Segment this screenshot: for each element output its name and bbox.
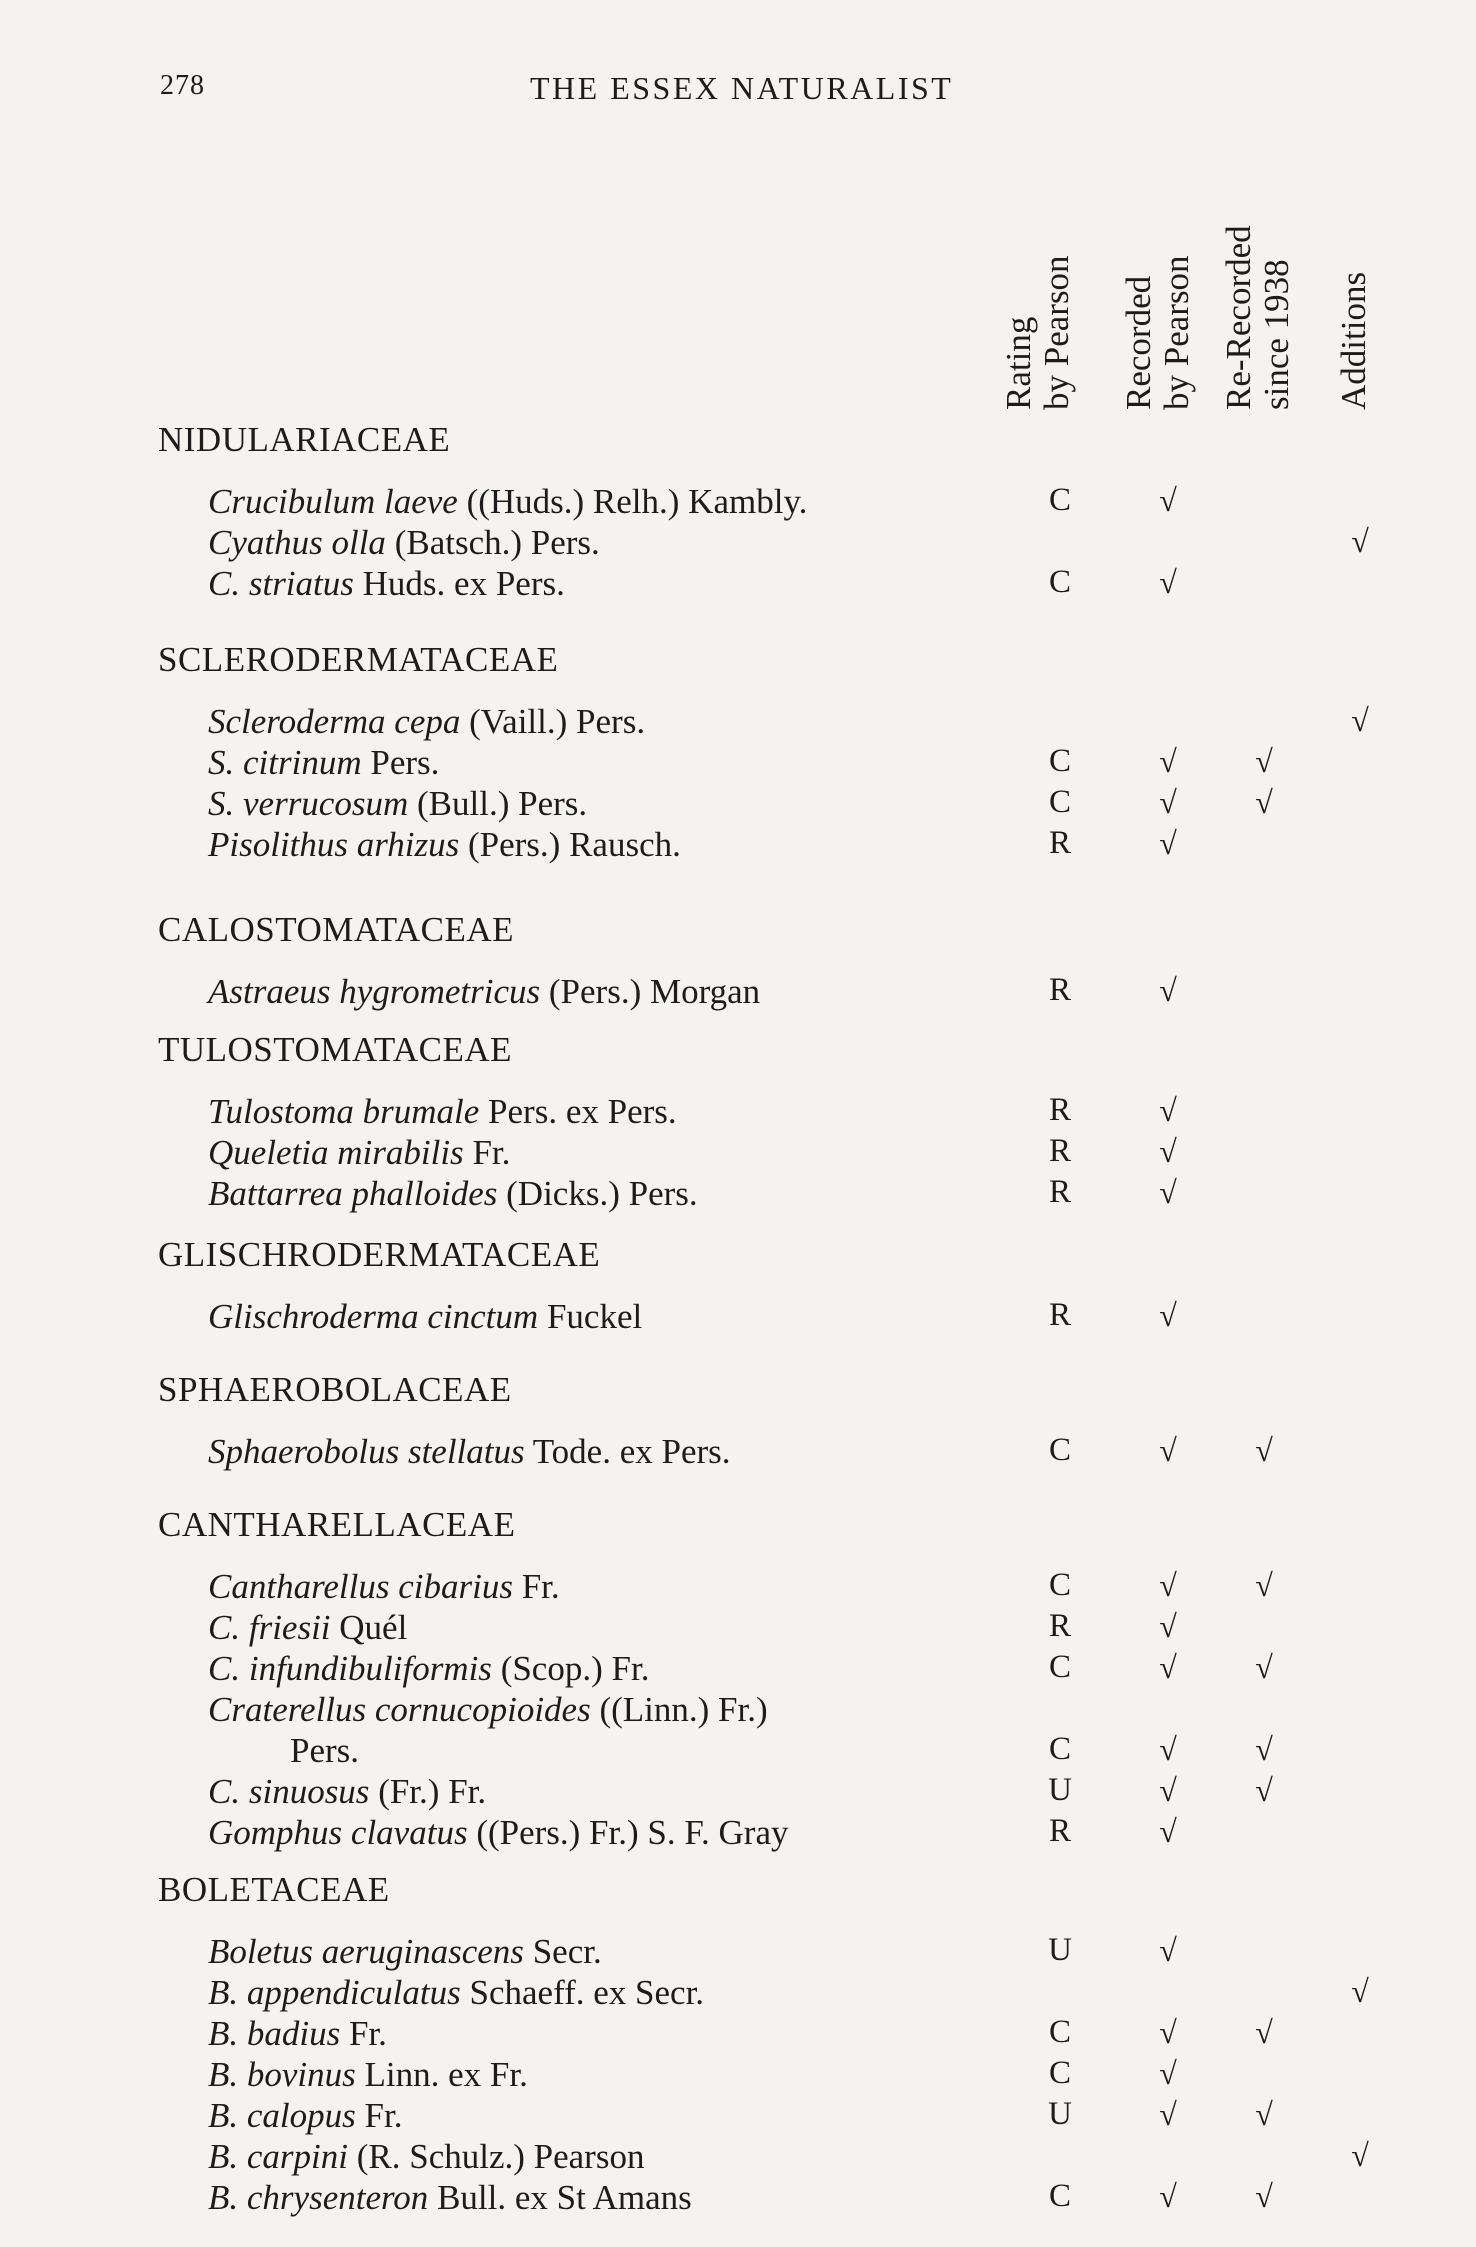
mark-rerecorded: √	[1255, 1649, 1273, 1685]
species-row	[208, 1649, 649, 1689]
mark-recorded: √	[1159, 1133, 1177, 1169]
mark-recorded: √	[1159, 1731, 1177, 1767]
species-row	[290, 1731, 359, 1771]
mark-recorded: √	[1159, 1608, 1177, 1644]
mark-recorded: √	[1159, 1813, 1177, 1849]
mark-recorded: √	[1159, 1772, 1177, 1808]
species-authority: Schaeff. ex Secr.	[469, 1973, 705, 2012]
species-name: Gomphus clavatus	[208, 1813, 468, 1852]
family-heading: SPHAEROBOLACEAE	[158, 1370, 512, 1409]
mark-rerecorded: √	[1255, 2178, 1273, 2214]
species-authority: (Bull.) Pers.	[417, 784, 588, 823]
column-header-line: Rating	[999, 316, 1038, 410]
species-name: Pisolithus arhizus	[208, 825, 460, 864]
family-heading: TULOSTOMATACEAE	[158, 1030, 513, 1069]
species-row	[208, 1973, 704, 2013]
family-heading: SCLERODERMATACEAE	[158, 640, 559, 679]
species-authority: (Vaill.) Pers.	[469, 702, 646, 741]
mark-rating: R	[1048, 1092, 1071, 1128]
mark-rating: R	[1048, 825, 1071, 861]
species-authority: ((Linn.) Fr.)	[599, 1690, 768, 1729]
mark-rating: C	[1048, 482, 1071, 518]
mark-rating: C	[1048, 2014, 1071, 2050]
species-row	[208, 1174, 698, 1214]
mark-recorded: √	[1159, 825, 1177, 861]
mark-additions: √	[1351, 2137, 1369, 2173]
mark-recorded: √	[1159, 564, 1177, 600]
species-row	[208, 702, 645, 742]
running-head	[0, 70, 1476, 120]
species-name: Astraeus hygrometricus	[208, 972, 541, 1011]
species-authority: Fr.	[521, 1567, 560, 1606]
species-row	[208, 972, 760, 1012]
species-row	[208, 2178, 692, 2218]
species-authority: Bull. ex St Amans	[437, 2178, 692, 2217]
mark-recorded: √	[1159, 743, 1177, 779]
mark-recorded: √	[1159, 2178, 1177, 2214]
species-row	[208, 743, 439, 783]
species-authority: ((Pers.) Fr.) S. F. Gray	[476, 1813, 789, 1852]
mark-additions: √	[1351, 1973, 1369, 2009]
column-header-line: Re-Recorded	[1219, 225, 1258, 410]
mark-rating: R	[1048, 1608, 1071, 1644]
mark-rating: C	[1048, 2055, 1071, 2091]
species-row	[208, 784, 587, 824]
mark-recorded: √	[1159, 1567, 1177, 1603]
species-name: Glischroderma cinctum	[208, 1297, 539, 1336]
species-row	[208, 1297, 642, 1337]
family-heading: BOLETACEAE	[158, 1870, 390, 1909]
mark-rating: C	[1048, 2178, 1071, 2214]
mark-rerecorded: √	[1255, 1772, 1273, 1808]
species-name: Queletia mirabilis	[208, 1133, 464, 1172]
mark-rerecorded: √	[1255, 2014, 1273, 2050]
species-name: B. badius	[208, 2014, 341, 2053]
mark-rerecorded: √	[1255, 2096, 1273, 2132]
species-name: Scleroderma cepa	[208, 702, 461, 741]
mark-rating: C	[1048, 1567, 1071, 1603]
species-name: C. striatus	[208, 564, 354, 603]
mark-additions: √	[1351, 523, 1369, 559]
mark-rating: U	[1048, 2096, 1072, 2132]
species-row	[208, 1432, 731, 1472]
species-row	[208, 2055, 528, 2095]
mark-rating: R	[1048, 1297, 1071, 1333]
mark-recorded: √	[1159, 2096, 1177, 2132]
species-authority: Fr.	[364, 2096, 403, 2135]
journal-title: THE ESSEX NATURALIST	[530, 70, 954, 106]
species-authority: (Fr.) Fr.	[378, 1772, 487, 1811]
species-authority: ((Huds.) Relh.) Kambly.	[466, 482, 808, 521]
mark-rerecorded: √	[1255, 784, 1273, 820]
mark-additions: √	[1351, 702, 1369, 738]
mark-recorded: √	[1159, 2014, 1177, 2050]
mark-recorded: √	[1159, 2055, 1177, 2091]
column-header-recorded	[1119, 160, 1196, 420]
mark-rating: C	[1048, 1649, 1071, 1685]
family-heading: CANTHARELLACEAE	[158, 1505, 516, 1544]
species-authority: Fr.	[472, 1133, 511, 1172]
mark-recorded: √	[1159, 1649, 1177, 1685]
species-row	[208, 1690, 768, 1730]
mark-rating: C	[1048, 564, 1071, 600]
species-row	[208, 1932, 602, 1972]
species-name: Tulostoma brumale	[208, 1092, 480, 1131]
family-heading: NIDULARIACEAE	[158, 420, 451, 459]
species-authority: Tode. ex Pers.	[532, 1432, 731, 1471]
mark-recorded: √	[1159, 784, 1177, 820]
mark-recorded: √	[1159, 1432, 1177, 1468]
species-name: Craterellus cornucopioides	[208, 1690, 591, 1729]
column-header-rating	[999, 160, 1076, 420]
page-number: 278	[160, 70, 205, 101]
species-row	[208, 2096, 402, 2136]
species-row	[208, 2137, 644, 2177]
species-row	[208, 1092, 677, 1132]
species-name: S. citrinum	[208, 743, 362, 782]
species-row	[208, 1567, 560, 1607]
species-name: B. appendiculatus	[208, 1973, 461, 2012]
species-authority: Fuckel	[546, 1297, 643, 1336]
column-header-line: by Pearson	[1157, 255, 1196, 410]
species-authority: Pers.	[370, 743, 440, 782]
species-name: Crucibulum laeve	[208, 482, 458, 521]
species-name: Battarrea phalloides	[208, 1174, 498, 1213]
species-name: Cyathus olla	[208, 523, 386, 562]
species-authority: (Batsch.) Pers.	[394, 523, 600, 562]
mark-rating: R	[1048, 1133, 1071, 1169]
species-authority: Pers. ex Pers.	[488, 1092, 677, 1131]
species-row	[208, 482, 807, 522]
mark-rating: C	[1048, 1432, 1071, 1468]
species-name: Boletus aeruginascens	[208, 1932, 524, 1971]
column-header-line: Recorded	[1119, 275, 1158, 410]
mark-recorded: √	[1159, 972, 1177, 1008]
species-row	[208, 1133, 510, 1173]
mark-rating: C	[1048, 1731, 1071, 1767]
species-row	[208, 1813, 789, 1853]
mark-recorded: √	[1159, 1932, 1177, 1968]
column-header-line: Additions	[1334, 271, 1373, 410]
species-name: B. bovinus	[208, 2055, 356, 2094]
mark-rerecorded: √	[1255, 1731, 1273, 1767]
species-authority: (Pers.) Rausch.	[467, 825, 681, 864]
species-authority: Huds. ex Pers.	[362, 564, 565, 603]
mark-rerecorded: √	[1255, 743, 1273, 779]
species-authority: (R. Schulz.) Pearson	[356, 2137, 645, 2176]
species-name: Cantharellus cibarius	[208, 1567, 513, 1606]
mark-recorded: √	[1159, 1297, 1177, 1333]
column-header-line: by Pearson	[1037, 255, 1076, 410]
species-row	[208, 2014, 387, 2054]
family-heading: GLISCHRODERMATACEAE	[158, 1235, 601, 1274]
mark-rerecorded: √	[1255, 1432, 1273, 1468]
species-row	[208, 1608, 407, 1648]
column-header-additions	[1335, 160, 1405, 420]
species-authority: Quél	[339, 1608, 408, 1647]
mark-rating: U	[1048, 1772, 1072, 1808]
column-header-line: since 1938	[1257, 259, 1296, 410]
family-heading: CALOSTOMATACEAE	[158, 910, 515, 949]
mark-rating: C	[1048, 784, 1071, 820]
species-authority: Secr.	[532, 1932, 602, 1971]
species-authority: Linn. ex Fr.	[364, 2055, 528, 2094]
species-row	[208, 825, 681, 865]
mark-rating: R	[1048, 1813, 1071, 1849]
mark-rating: R	[1048, 972, 1071, 1008]
species-row	[208, 523, 600, 563]
species-row	[208, 1772, 486, 1812]
species-authority: Fr.	[348, 2014, 387, 2053]
mark-rating: C	[1048, 743, 1071, 779]
mark-recorded: √	[1159, 1092, 1177, 1128]
column-header-rerecorded	[1219, 160, 1296, 420]
mark-recorded: √	[1159, 1174, 1177, 1210]
species-authority: Pers.	[290, 1731, 360, 1770]
mark-rating: U	[1048, 1932, 1072, 1968]
species-name: S. verrucosum	[208, 784, 409, 823]
species-authority: (Pers.) Morgan	[548, 972, 761, 1011]
species-authority: (Dicks.) Pers.	[506, 1174, 698, 1213]
species-name: C. sinuosus	[208, 1772, 370, 1811]
species-authority: (Scop.) Fr.	[500, 1649, 650, 1688]
species-name: B. chrysenteron	[208, 2178, 429, 2217]
species-row	[208, 564, 565, 604]
species-name: Sphaerobolus stellatus	[208, 1432, 525, 1471]
mark-rerecorded: √	[1255, 1567, 1273, 1603]
mark-rating: R	[1048, 1174, 1071, 1210]
species-name: C. friesii	[208, 1608, 331, 1647]
species-name: C. infundibuliformis	[208, 1649, 492, 1688]
species-name: B. carpini	[208, 2137, 348, 2176]
species-name: B. calopus	[208, 2096, 356, 2135]
mark-recorded: √	[1159, 482, 1177, 518]
